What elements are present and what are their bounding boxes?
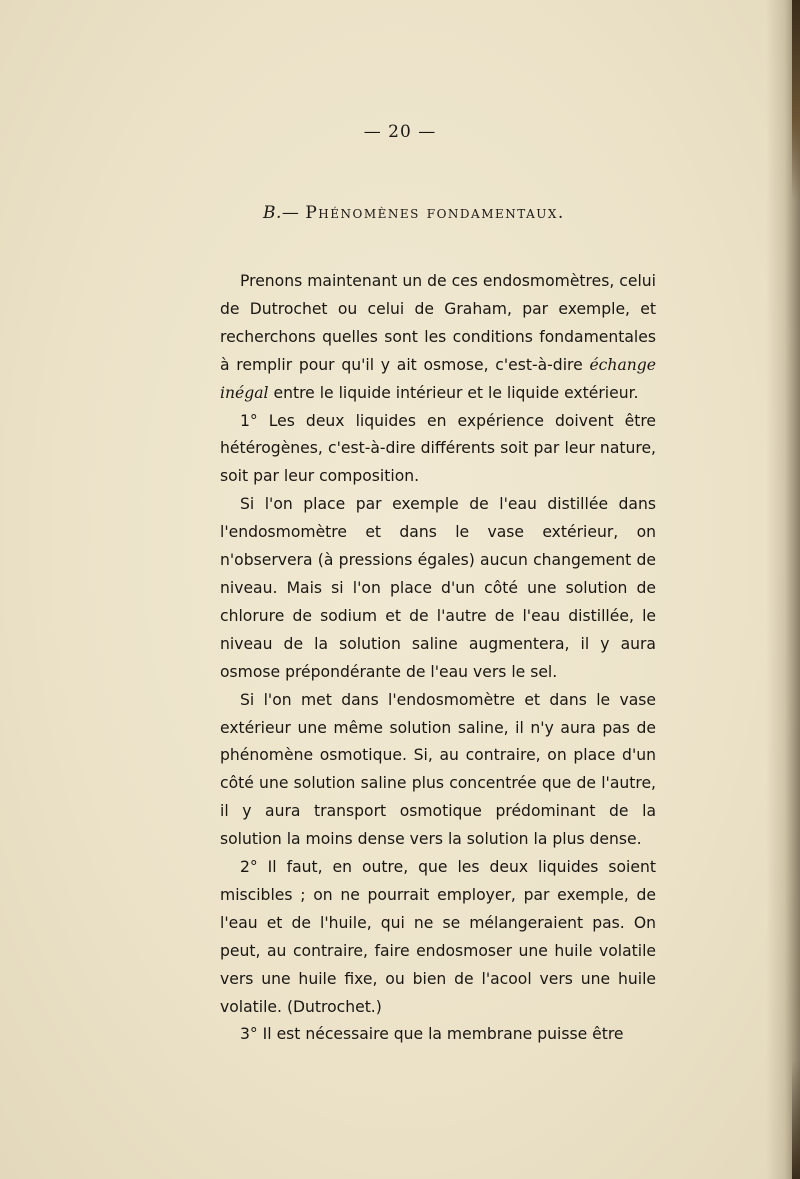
paragraph-5: 2° Il faut, en outre, que les deux liquides soient miscibles ; on ne pourrait employer, par exemple, de l'eau et de l'huile, qui ne se mélangeraient pas. On peut, au contraire, faire endosmoser une huile volatile vers une huile fixe, ou bien de l'acool vers une huile volatile. (Dutrochet.) [220, 858, 656, 1016]
page-edge-dark-top [792, 0, 800, 200]
paragraph-2: 1° Les deux liquides en expérience doivent être hétérogènes, c'est-à-dire différents soit par leur nature, soit par leur composition. [220, 411, 656, 486]
page-edge-dark-bottom [792, 1059, 800, 1179]
section-dash: — [281, 203, 306, 223]
paragraph-6: 3° Il est nécessaire que la membrane puisse être [240, 1025, 624, 1044]
page-number: — 20 — [363, 122, 437, 142]
paragraph-1-after: entre le liquide intérieur et le liquide extérieur. [268, 383, 639, 402]
section-title: Phénomènes fondamentaux. [305, 203, 565, 223]
paragraph-4: Si l'on met dans l'endosmomètre et dans le vase extérieur une même solution saline, il n'y aura pas de phénomène osmotique. Si, au contraire, on place d'un côté une solution saline plus concentrée que de l'autre, il y aura transport osmotique prédominant de la solution la moins dense vers la solution la plus dense. [220, 690, 656, 849]
body-text [220, 268, 656, 1049]
section-letter: B. [263, 203, 282, 223]
section-heading [263, 203, 565, 223]
paragraph-1 [220, 268, 656, 408]
paragraph-1-emphasis: échange inégal [220, 355, 656, 402]
paragraph-3: Si l'on place par exemple de l'eau distillée dans l'endosmomètre et dans le vase extérieur, on n'observera (à pressions égales) aucun changement de niveau. Mais si l'on place d'un côté une solution de chlorure de sodium et de l'autre de l'eau distillée, le niveau de la solution saline augmentera, il y aura osmose prépondérante de l'eau vers le sel. [220, 495, 656, 681]
paragraph-1-before: Prenons maintenant un de ces endosmomètres, celui de Dutrochet ou celui de Graham, par exemple, et recherchons quelles sont les conditions fondamentales à remplir pour qu'il y ait osmose, c'est-à-dire [220, 272, 656, 374]
